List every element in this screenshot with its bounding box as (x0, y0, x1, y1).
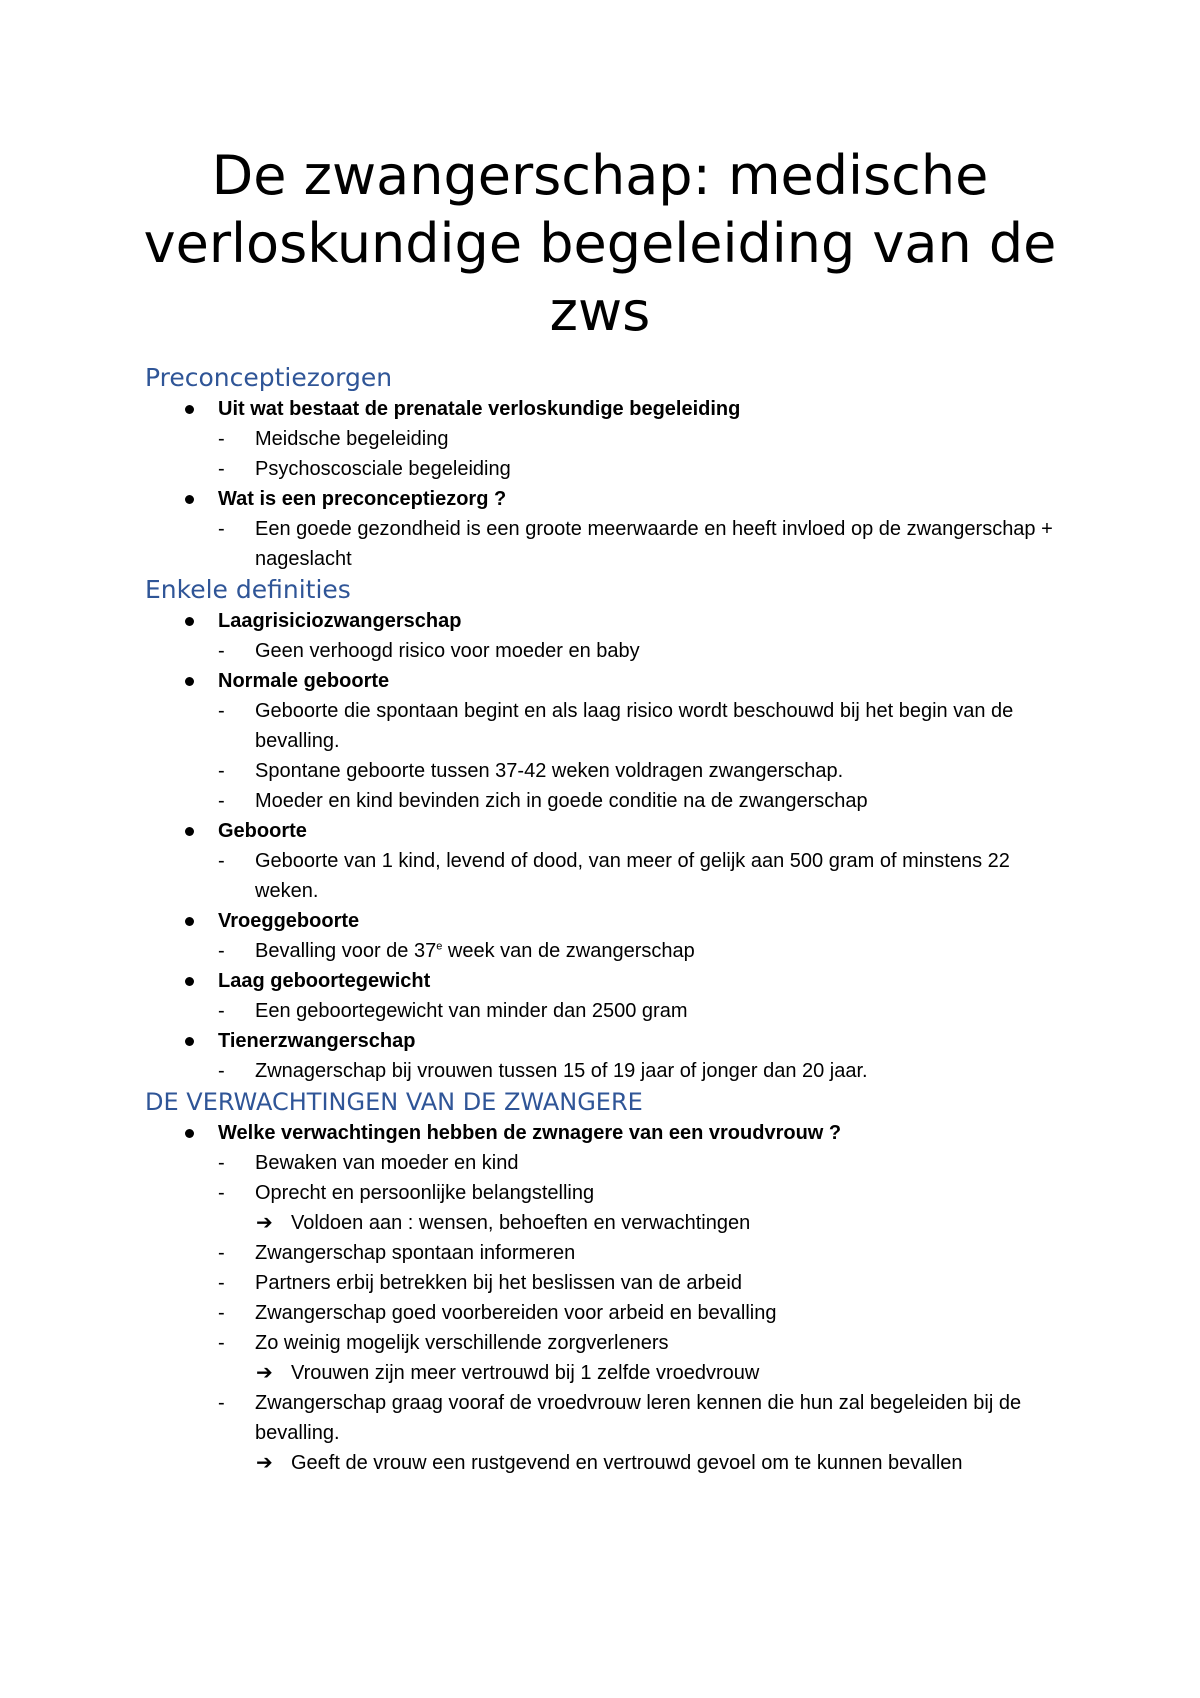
dash-icon: - (218, 428, 225, 450)
dash-icon: - (218, 760, 225, 782)
bullet-icon (185, 617, 194, 626)
bullet-icon (185, 1129, 194, 1138)
dash-icon: - (218, 790, 225, 812)
dash-icon: - (218, 700, 225, 722)
bullet-icon (185, 917, 194, 926)
sub-list-item: - Moeder en kind bevinden zich in goede conditie na de zwangerschap (145, 786, 1075, 816)
list-item: Normale geboorte (145, 666, 1075, 696)
bullet-icon (185, 677, 194, 686)
document-title: De zwangerschap: medische verloskundige begeleiding van de zws (143, 144, 1057, 343)
list-item: Tienerzwangerschap (145, 1026, 1075, 1056)
dash-icon: - (218, 1302, 225, 1324)
arrow-right-icon: ➔ (256, 1212, 273, 1234)
heading-preconceptiezorgen: Preconceptiezorgen (145, 363, 393, 392)
sub-list-item: - Partners erbij betrekken bij het beslissen van de arbeid (145, 1268, 1075, 1298)
list-item: Welke verwachtingen hebben de zwnagere van een vroudvrouw ? (145, 1118, 1075, 1148)
sub-list-item: - Psychoscosciale begeleiding (145, 454, 1075, 484)
sub-list-item: - Zo weinig mogelijk verschillende zorgverleners (145, 1328, 1075, 1358)
sub-list-item: - Een geboortegewicht van minder dan 2500 gram (145, 996, 1075, 1026)
dash-icon: - (218, 1332, 225, 1354)
sub-list-item: - Meidsche begeleiding (145, 424, 1075, 454)
bullet-icon (185, 405, 194, 414)
sub-list-item: - Bevalling voor de 37e week van de zwangerschap (145, 936, 1075, 966)
heading-enkele-definities: Enkele definities (145, 575, 351, 604)
sub-list-item: - Zwnagerschap bij vrouwen tussen 15 of 19 jaar of jonger dan 20 jaar. (145, 1056, 1075, 1086)
heading-verwachtingen: DE VERWACHTINGEN VAN DE ZWANGERE (145, 1088, 643, 1116)
bullet-icon (185, 827, 194, 836)
sub-list-item: - Zwangerschap spontaan informeren (145, 1238, 1075, 1268)
dash-icon: - (218, 940, 225, 962)
list-item: Uit wat bestaat de prenatale verloskundige begeleiding (145, 394, 1075, 424)
arrow-list-item: ➔ Voldoen aan : wensen, behoeften en verwachtingen (145, 1208, 1075, 1238)
dash-icon: - (218, 1182, 225, 1204)
dash-icon: - (218, 640, 225, 662)
bullet-icon (185, 495, 194, 504)
dash-icon: - (218, 1000, 225, 1022)
bullet-icon (185, 1037, 194, 1046)
sub-list-item: - Oprecht en persoonlijke belangstelling (145, 1178, 1075, 1208)
list-item: Vroeggeboorte (145, 906, 1075, 936)
sub-list-item: - Zwangerschap graag vooraf de vroedvrouw leren kennen die hun zal begeleiden bij de bevalling. (145, 1388, 1075, 1448)
sub-list-item: - Zwangerschap goed voorbereiden voor arbeid en bevalling (145, 1298, 1075, 1328)
dash-icon: - (218, 850, 225, 872)
arrow-list-item: ➔ Vrouwen zijn meer vertrouwd bij 1 zelfde vroedvrouw (145, 1358, 1075, 1388)
sub-list-item: - Geboorte die spontaan begint en als laag risico wordt beschouwd bij het begin van de bevalling. (145, 696, 1075, 756)
list-item: Laag geboortegewicht (145, 966, 1075, 996)
list-item: Laagrisiciozwangerschap (145, 606, 1075, 636)
sub-list-item: - Geen verhoogd risico voor moeder en baby (145, 636, 1075, 666)
arrow-right-icon: ➔ (256, 1452, 273, 1474)
list-item: Geboorte (145, 816, 1075, 846)
document-body (145, 362, 1075, 1478)
superscript: e (436, 940, 443, 953)
list-item: Wat is een preconceptiezorg ? (145, 484, 1075, 514)
bullet-icon (185, 977, 194, 986)
arrow-list-item: ➔ Geeft de vrouw een rustgevend en vertrouwd gevoel om te kunnen bevallen (145, 1448, 1075, 1478)
dash-icon: - (218, 458, 225, 480)
dash-icon: - (218, 1392, 225, 1414)
sub-list-item: - Een goede gezondheid is een groote meerwaarde en heeft invloed op de zwangerschap + nageslacht (145, 514, 1075, 574)
dash-icon: - (218, 1060, 225, 1082)
dash-icon: - (218, 1272, 225, 1294)
dash-icon: - (218, 518, 225, 540)
sub-list-item: - Bewaken van moeder en kind (145, 1148, 1075, 1178)
arrow-right-icon: ➔ (256, 1362, 273, 1384)
sub-list-item: - Spontane geboorte tussen 37-42 weken voldragen zwangerschap. (145, 756, 1075, 786)
dash-icon: - (218, 1152, 225, 1174)
dash-icon: - (218, 1242, 225, 1264)
sub-list-item: - Geboorte van 1 kind, levend of dood, van meer of gelijk aan 500 gram of minstens 22 weken. (145, 846, 1075, 906)
